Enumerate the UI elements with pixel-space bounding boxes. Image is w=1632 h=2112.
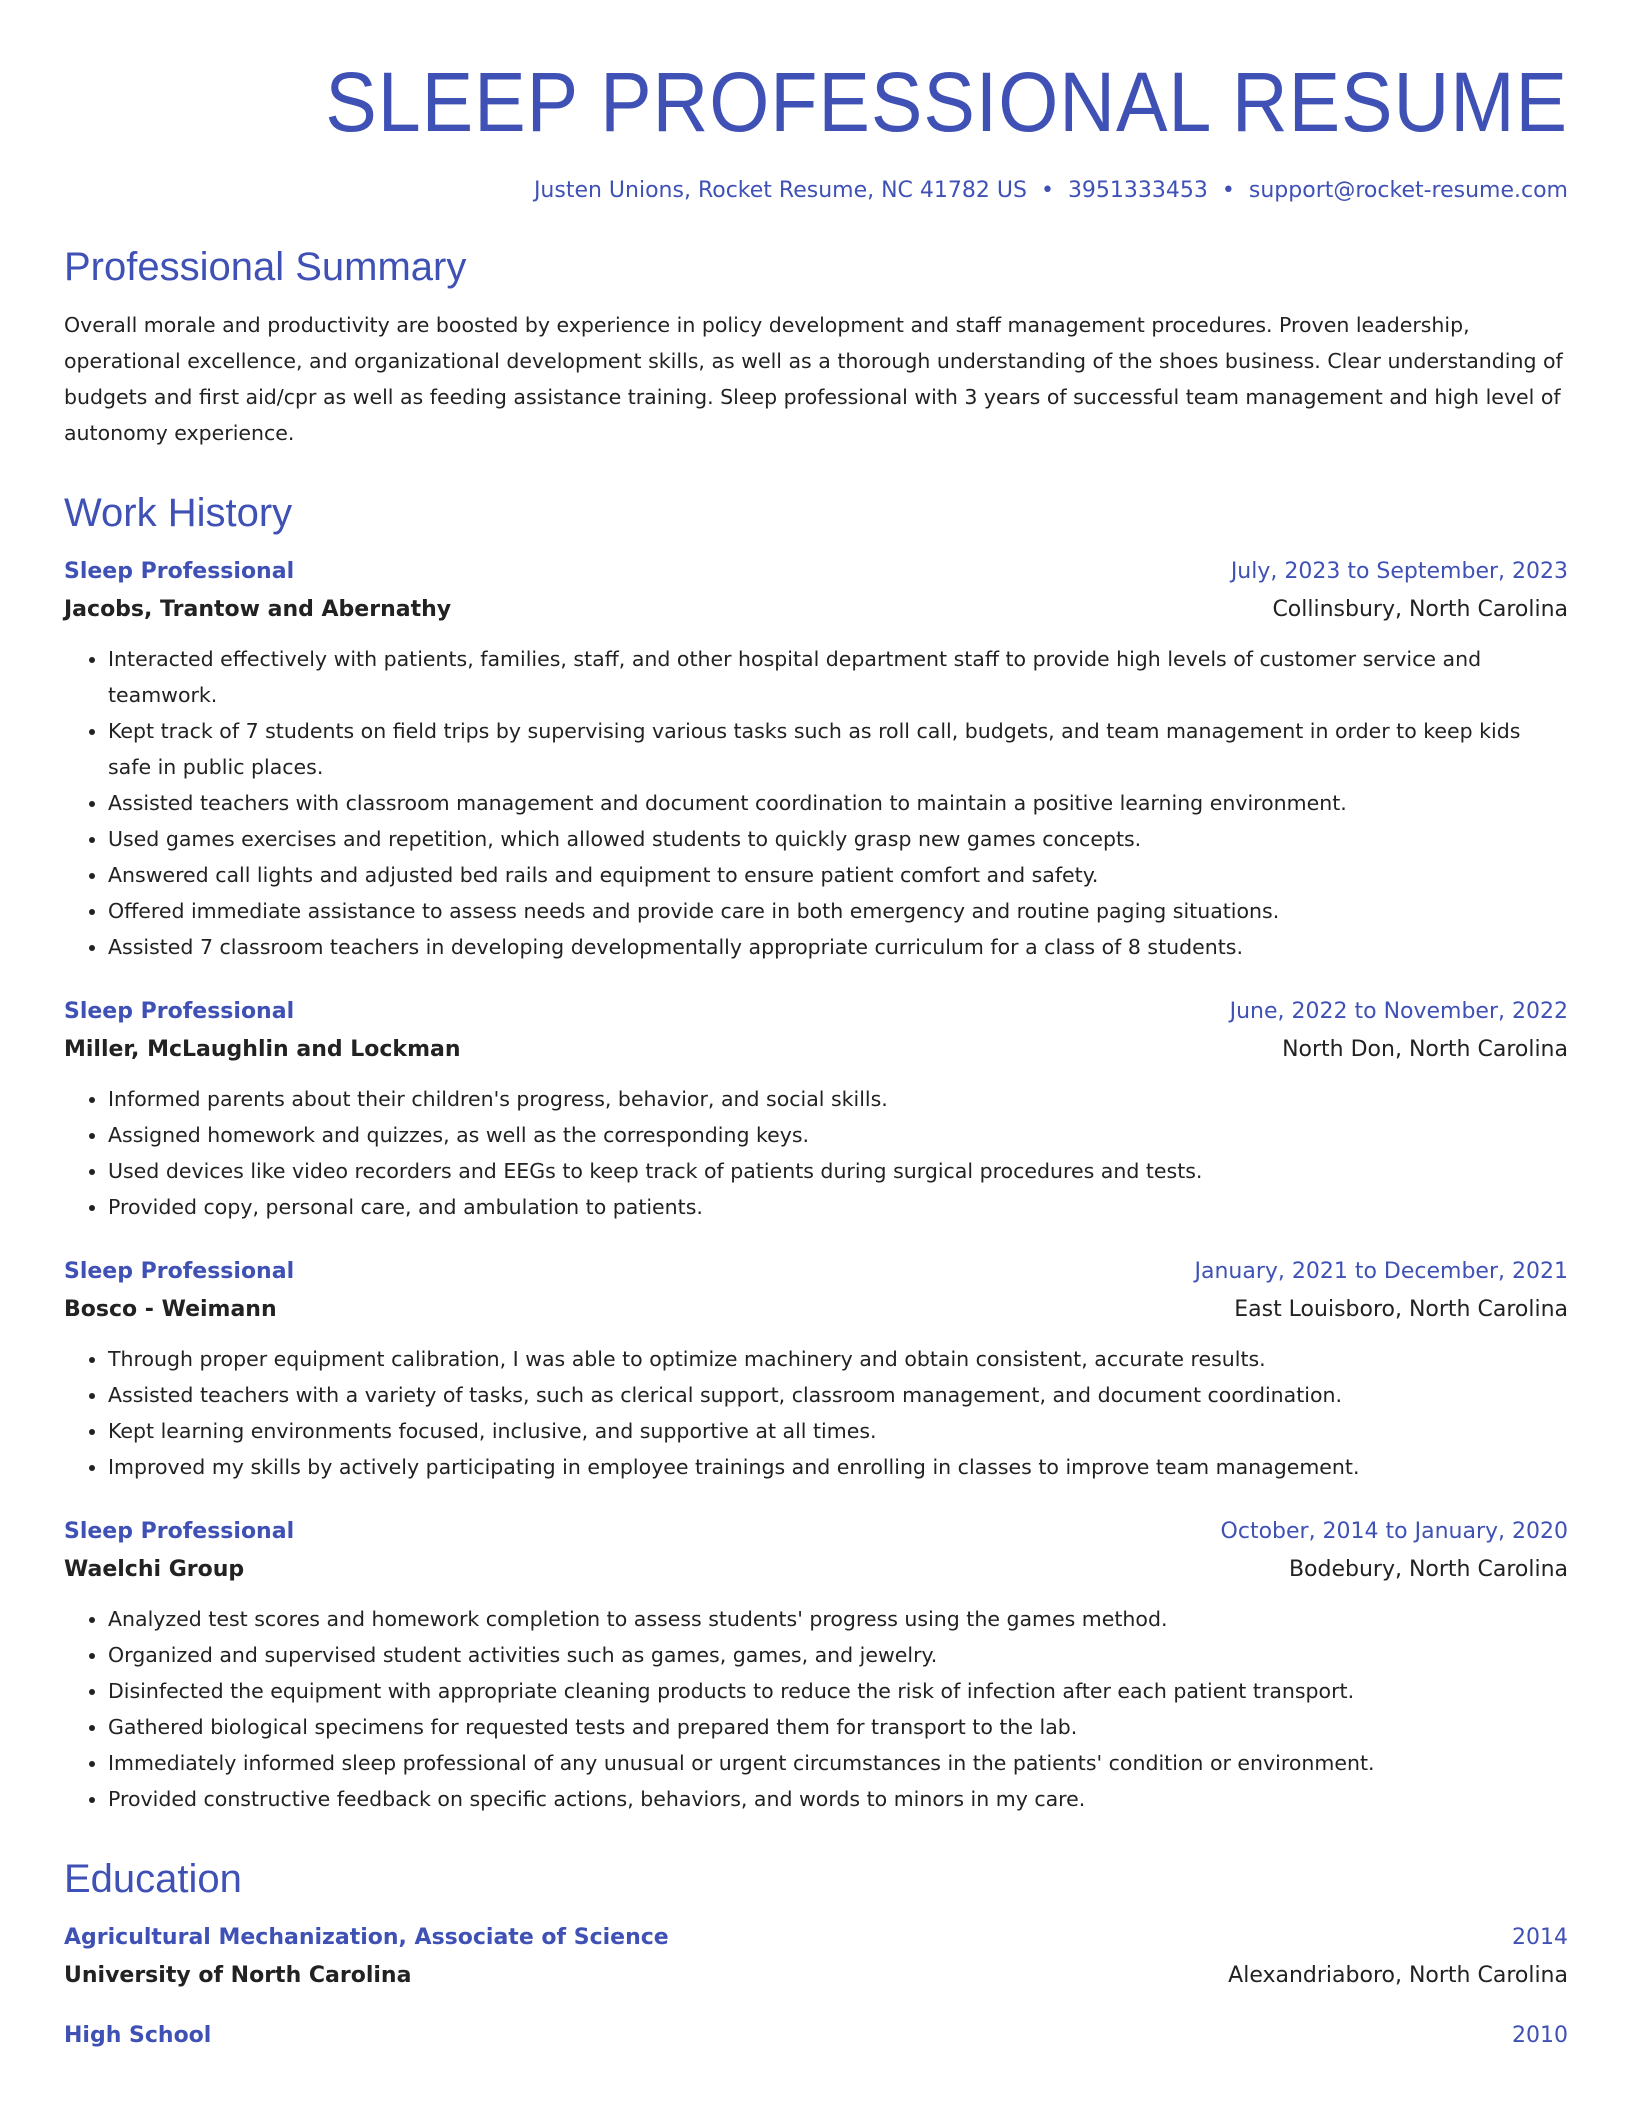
job-role: Sleep Professional (64, 558, 295, 584)
job-location: North Don, North Carolina (1282, 1036, 1568, 1062)
job-bullet: • Interacted effectively with patients, families, staff, and other hospital department staff to provide high levels of customer service and teamwork. (108, 641, 1568, 713)
education-year: 2014 (1512, 1924, 1568, 1950)
job-bullet: • Used games exercises and repetition, which allowed students to quickly grasp new games concepts. (108, 821, 1568, 857)
job-location: East Louisboro, North Carolina (1234, 1296, 1568, 1322)
job-entry (64, 993, 1568, 1225)
education-school-row (64, 1957, 1568, 1995)
job-bullet: • Analyzed test scores and homework completion to assess students' progress using the games method. (108, 1601, 1568, 1637)
job-bullets (64, 641, 1568, 965)
education-degree: High School (64, 2022, 212, 2048)
education-degree-row (64, 1919, 1568, 1957)
job-entry (64, 1513, 1568, 1817)
education-section (64, 1857, 1568, 2055)
education-heading: Education (64, 1856, 242, 1901)
job-bullet: • Assisted teachers with classroom management and document coordination to maintain a positive learning environment. (108, 785, 1568, 821)
job-list (64, 553, 1568, 1817)
job-title-row (64, 1253, 1568, 1291)
education-location: Alexandriaboro, North Carolina (1228, 1962, 1568, 1988)
summary-text: Overall morale and productivity are boosted by experience in policy development and staff management procedures. Proven leadership, operational excellence, and organizational development skills, as well as a thorough understanding of the shoes business. Clear understanding of budgets and first aid/cpr as well as feeding assistance training. Sleep professional with 3 years of successful team management and high level of autonomy experience. (64, 312, 1563, 445)
job-role: Sleep Professional (64, 998, 295, 1024)
resume-header (64, 56, 1568, 205)
contact-line (64, 178, 1568, 204)
contact-separator: • (1221, 178, 1235, 204)
job-bullet: • Answered call lights and adjusted bed rails and equipment to ensure patient comfort and safety. (108, 857, 1568, 893)
job-company-row (64, 1031, 1568, 1069)
education-degree: Agricultural Mechanization, Associate of Science (64, 1924, 669, 1950)
job-bullets (64, 1081, 1568, 1225)
job-dates: July, 2023 to September, 2023 (1230, 558, 1568, 584)
job-bullet: • Assisted 7 classroom teachers in developing developmentally appropriate curriculum for a class of 8 students. (108, 929, 1568, 965)
education-degree-row (64, 2017, 1568, 2055)
job-bullet: • Kept learning environments focused, inclusive, and supportive at all times. (108, 1413, 1568, 1449)
job-bullet: • Offered immediate assistance to assess needs and provide care in both emergency and routine paging situations. (108, 893, 1568, 929)
job-bullet: • Provided constructive feedback on specific actions, behaviors, and words to minors in my care. (108, 1781, 1568, 1817)
job-bullet: • Assigned homework and quizzes, as well as the corresponding keys. (108, 1117, 1568, 1153)
job-bullets (64, 1601, 1568, 1817)
job-bullet: • Through proper equipment calibration, I was able to optimize machinery and obtain consistent, accurate results. (108, 1341, 1568, 1377)
job-bullet: • Organized and supervised student activities such as games, games, and jewelry. (108, 1637, 1568, 1673)
job-company: Bosco - Weimann (64, 1296, 277, 1322)
education-school: University of North Carolina (64, 1962, 412, 1988)
contact-email[interactable]: support@rocket-resume.com (1248, 178, 1568, 204)
education-entry (64, 1919, 1568, 1995)
job-entry (64, 1253, 1568, 1485)
job-dates: June, 2022 to November, 2022 (1229, 998, 1568, 1024)
job-company: Waelchi Group (64, 1556, 245, 1582)
job-bullet: • Assisted teachers with a variety of tasks, such as clerical support, classroom management, and document coordination. (108, 1377, 1568, 1413)
job-bullets (64, 1341, 1568, 1485)
education-year: 2010 (1512, 2022, 1568, 2048)
job-bullet: • Provided copy, personal care, and ambulation to patients. (108, 1189, 1568, 1225)
job-bullet: • Kept track of 7 students on field trips by supervising various tasks such as roll call, budgets, and team management in order to keep kids safe in public places. (108, 713, 1568, 785)
job-location: Collinsbury, North Carolina (1272, 596, 1568, 622)
contact-separator: • (1040, 178, 1054, 204)
job-bullet: • Improved my skills by actively participating in employee trainings and enrolling in classes to improve team management. (108, 1449, 1568, 1485)
job-title-row (64, 1513, 1568, 1551)
summary-heading: Professional Summary (64, 244, 467, 289)
job-role: Sleep Professional (64, 1258, 295, 1284)
job-title-row (64, 993, 1568, 1031)
job-bullet: • Gathered biological specimens for requested tests and prepared them for transport to the lab. (108, 1709, 1568, 1745)
job-bullet: • Immediately informed sleep professional of any unusual or urgent circumstances in the patients' condition or environment. (108, 1745, 1568, 1781)
contact-phone: 3951333453 (1067, 178, 1208, 204)
job-location: Bodebury, North Carolina (1288, 1556, 1568, 1582)
summary-section (64, 245, 1568, 451)
resume-title: SLEEP PROFESSIONAL RESUME (325, 55, 1568, 149)
job-dates: October, 2014 to January, 2020 (1220, 1518, 1568, 1544)
education-entry (64, 2017, 1568, 2055)
job-bullet: • Disinfected the equipment with appropriate cleaning products to reduce the risk of infection after each patient transport. (108, 1673, 1568, 1709)
job-company-row (64, 1551, 1568, 1589)
job-dates: January, 2021 to December, 2021 (1194, 1258, 1568, 1284)
job-role: Sleep Professional (64, 1518, 295, 1544)
job-title-row (64, 553, 1568, 591)
work-history-section (64, 491, 1568, 1817)
job-company-row (64, 591, 1568, 629)
job-entry (64, 553, 1568, 965)
job-company-row (64, 1291, 1568, 1329)
job-company: Miller, McLaughlin and Lockman (64, 1036, 461, 1062)
contact-address: Justen Unions, Rocket Resume, NC 41782 US (533, 178, 1027, 204)
job-company: Jacobs, Trantow and Abernathy (64, 596, 452, 622)
education-list (64, 1919, 1568, 2055)
work-history-heading: Work History (64, 490, 293, 535)
job-bullet: • Used devices like video recorders and EEGs to keep track of patients during surgical procedures and tests. (108, 1153, 1568, 1189)
job-bullet: • Informed parents about their children's progress, behavior, and social skills. (108, 1081, 1568, 1117)
